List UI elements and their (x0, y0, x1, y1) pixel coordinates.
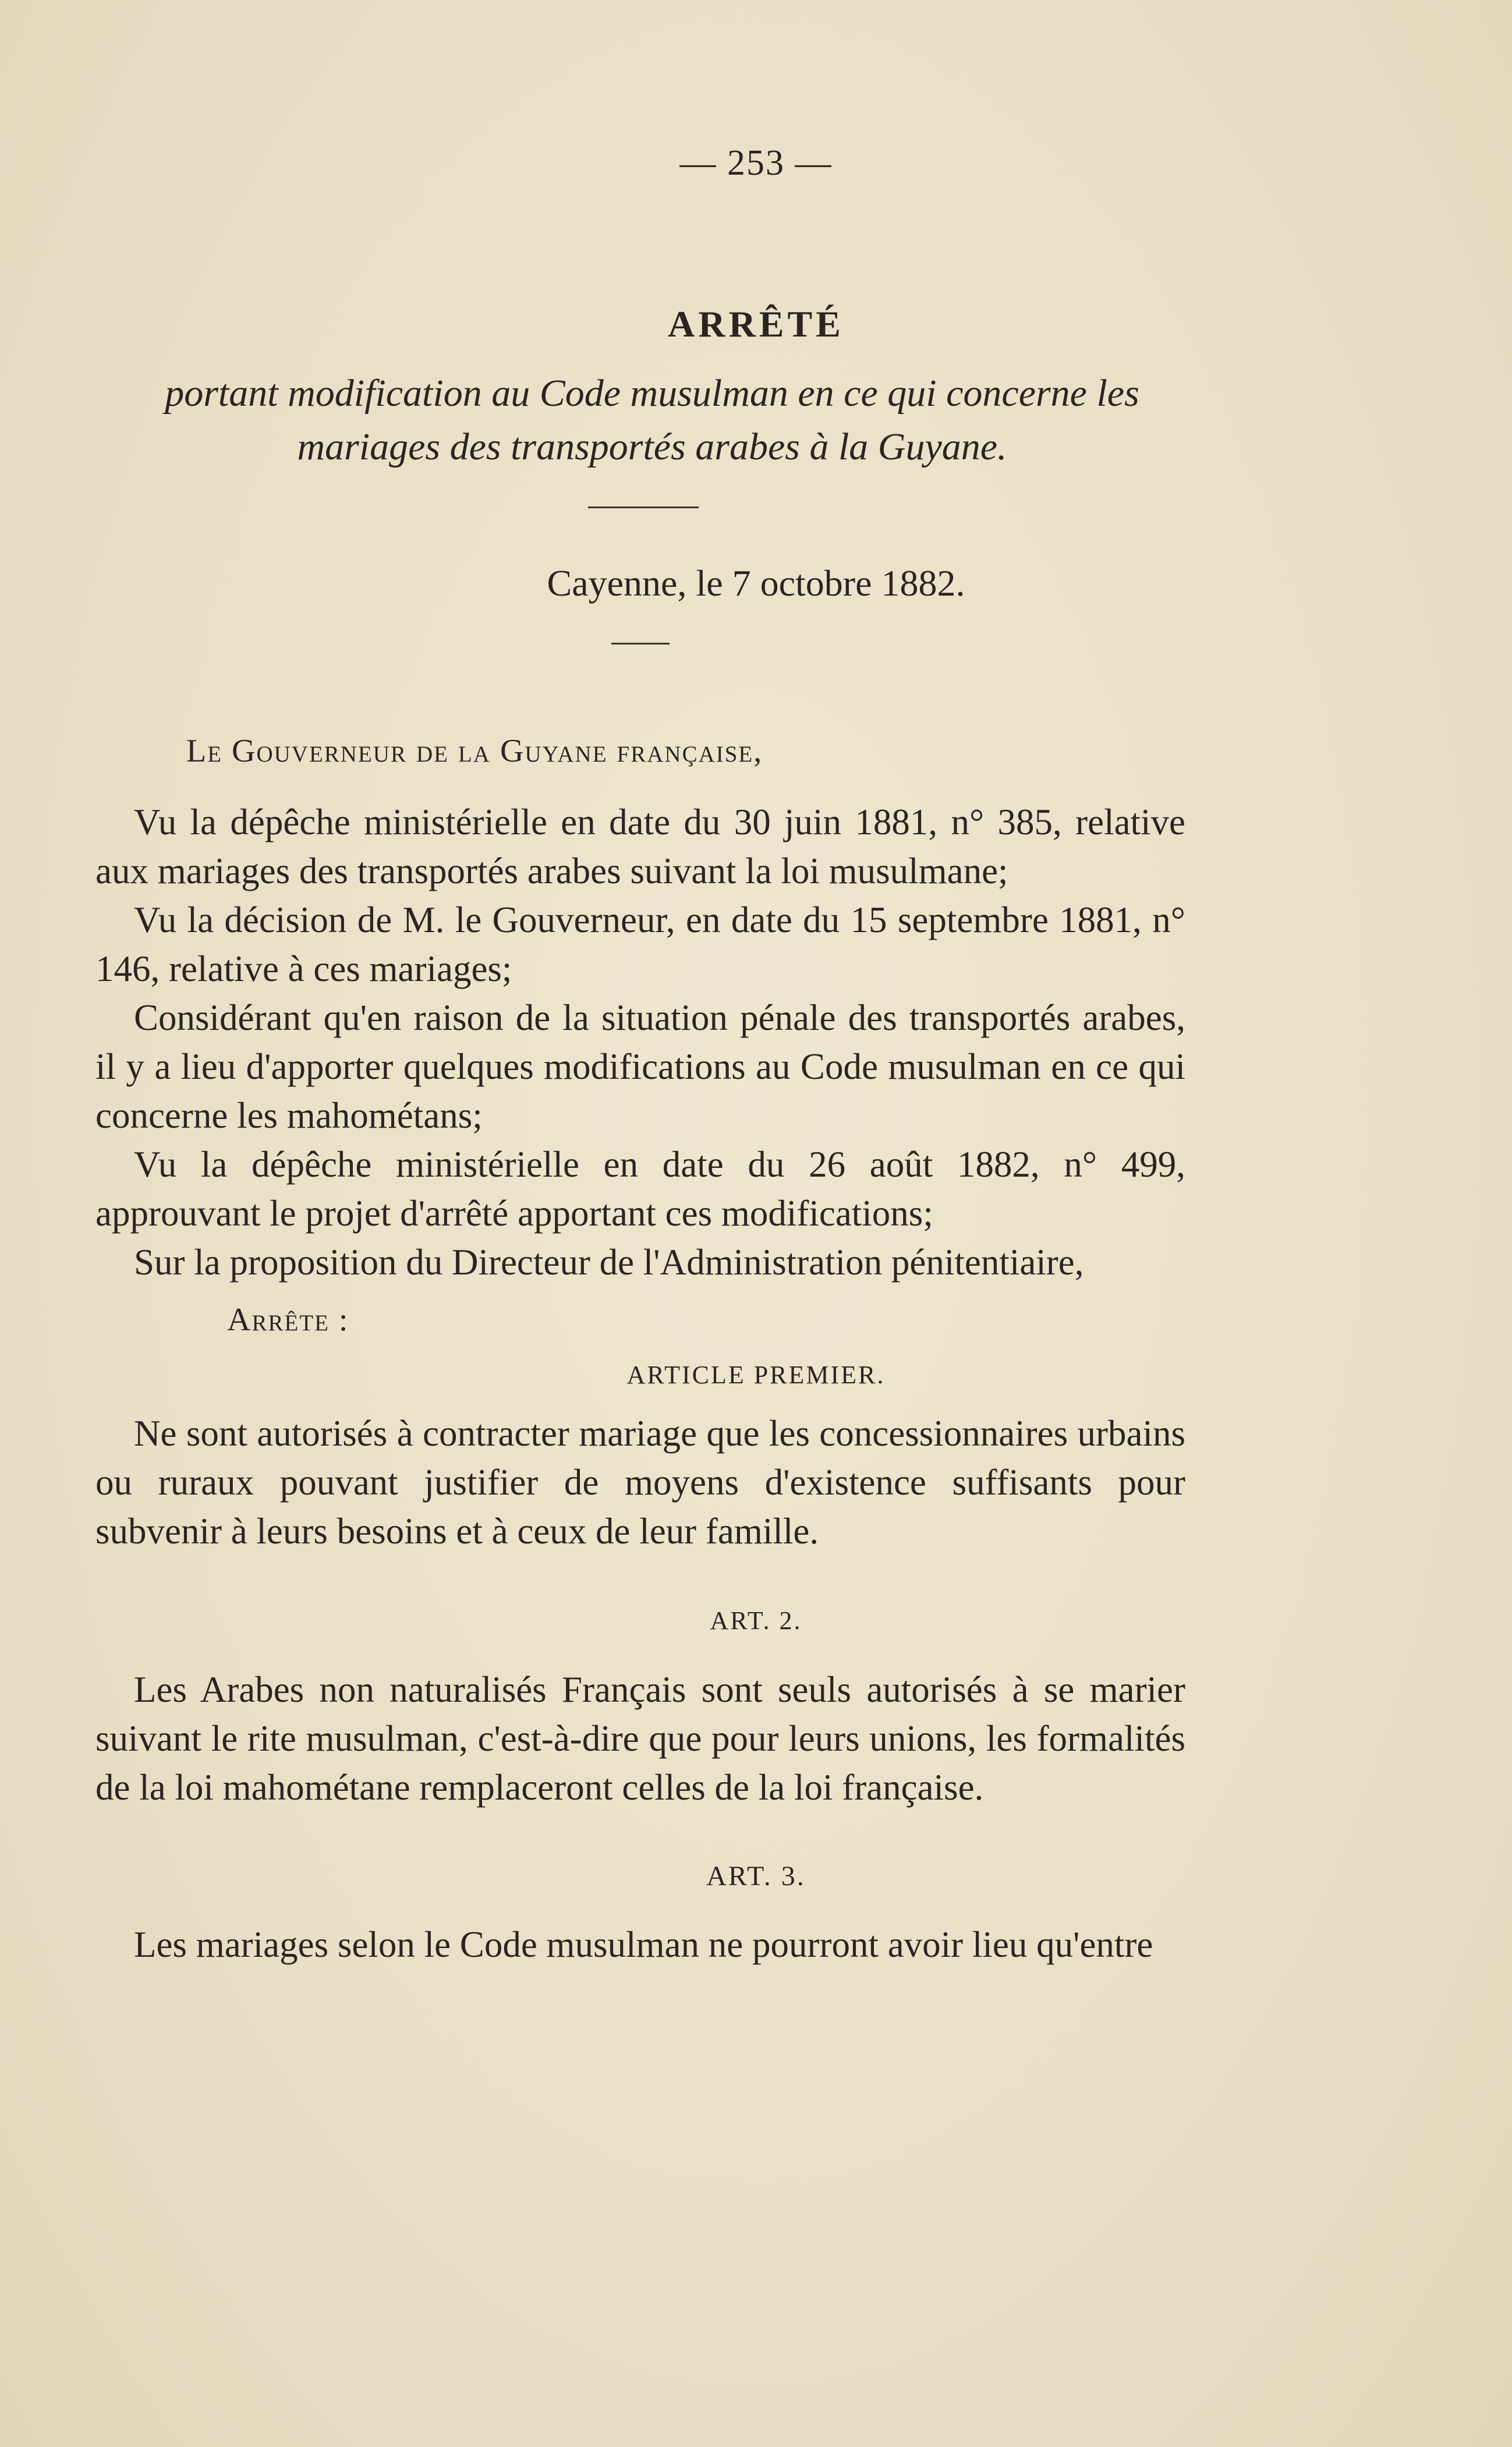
divider-rule-short (611, 643, 670, 644)
article-heading: ART. 2. (710, 1606, 802, 1635)
article-body (95, 1920, 1185, 1969)
considerant-paragraph: Considérant qu'en raison de la situation pénale des transportés arabes, il y a lieu d'apporter quelques modifications au Code musulman en ce qui concerne les mahométans; (95, 997, 1185, 1136)
article-paragraph: Les Arabes non naturalisés Français sont seuls autorisés à se marier suivant le rite musulman, c'est-à-dire que pour leurs unions, les formalités de la loi mahométane remplaceront celles de la loi française. (95, 1669, 1185, 1808)
page-number: — 253 — (679, 143, 833, 183)
considerants-block (95, 798, 1185, 1287)
article-body (95, 1665, 1185, 1812)
arrete-label: Arrête : (227, 1302, 349, 1338)
considerant-paragraph: Vu la décision de M. le Gouverneur, en date du 15 septembre 1881, n° 146, relative à ces mariages; (95, 900, 1185, 989)
article-paragraph: Ne sont autorisés à contracter mariage que les concessionnaires urbains ou ruraux pouvant justifier de moyens d'existence suffisants pour subvenir à leurs besoins et à ceux de leur famille. (95, 1413, 1185, 1552)
article-heading: ARTICLE PREMIER. (626, 1361, 886, 1389)
considerant-paragraph: Sur la proposition du Directeur de l'Administration pénitentiaire, (134, 1242, 1084, 1283)
article-paragraph: Les mariages selon le Code musulman ne pourront avoir lieu qu'entre (134, 1924, 1153, 1965)
divider-rule (588, 507, 699, 508)
issuing-authority: Le Gouverneur de la Guyane française, (186, 733, 763, 769)
article-body (95, 1409, 1185, 1556)
article-heading: ART. 3. (706, 1861, 806, 1892)
document-title: ARRÊTÉ (668, 303, 844, 345)
considerant-paragraph: Vu la dépêche ministérielle en date du 30 juin 1881, n° 385, relative aux mariages des transportés arabes suivant la loi musulmane; (95, 802, 1185, 891)
dateline: Cayenne, le 7 octobre 1882. (547, 562, 965, 604)
document-subtitle: portant modification au Code musulman en ce qui concerne les mariages des transportés arabes à la Guyane. (165, 372, 1139, 468)
considerant-paragraph: Vu la dépêche ministérielle en date du 26 août 1882, n° 499, approuvant le projet d'arrêté apportant ces modifications; (95, 1144, 1185, 1234)
